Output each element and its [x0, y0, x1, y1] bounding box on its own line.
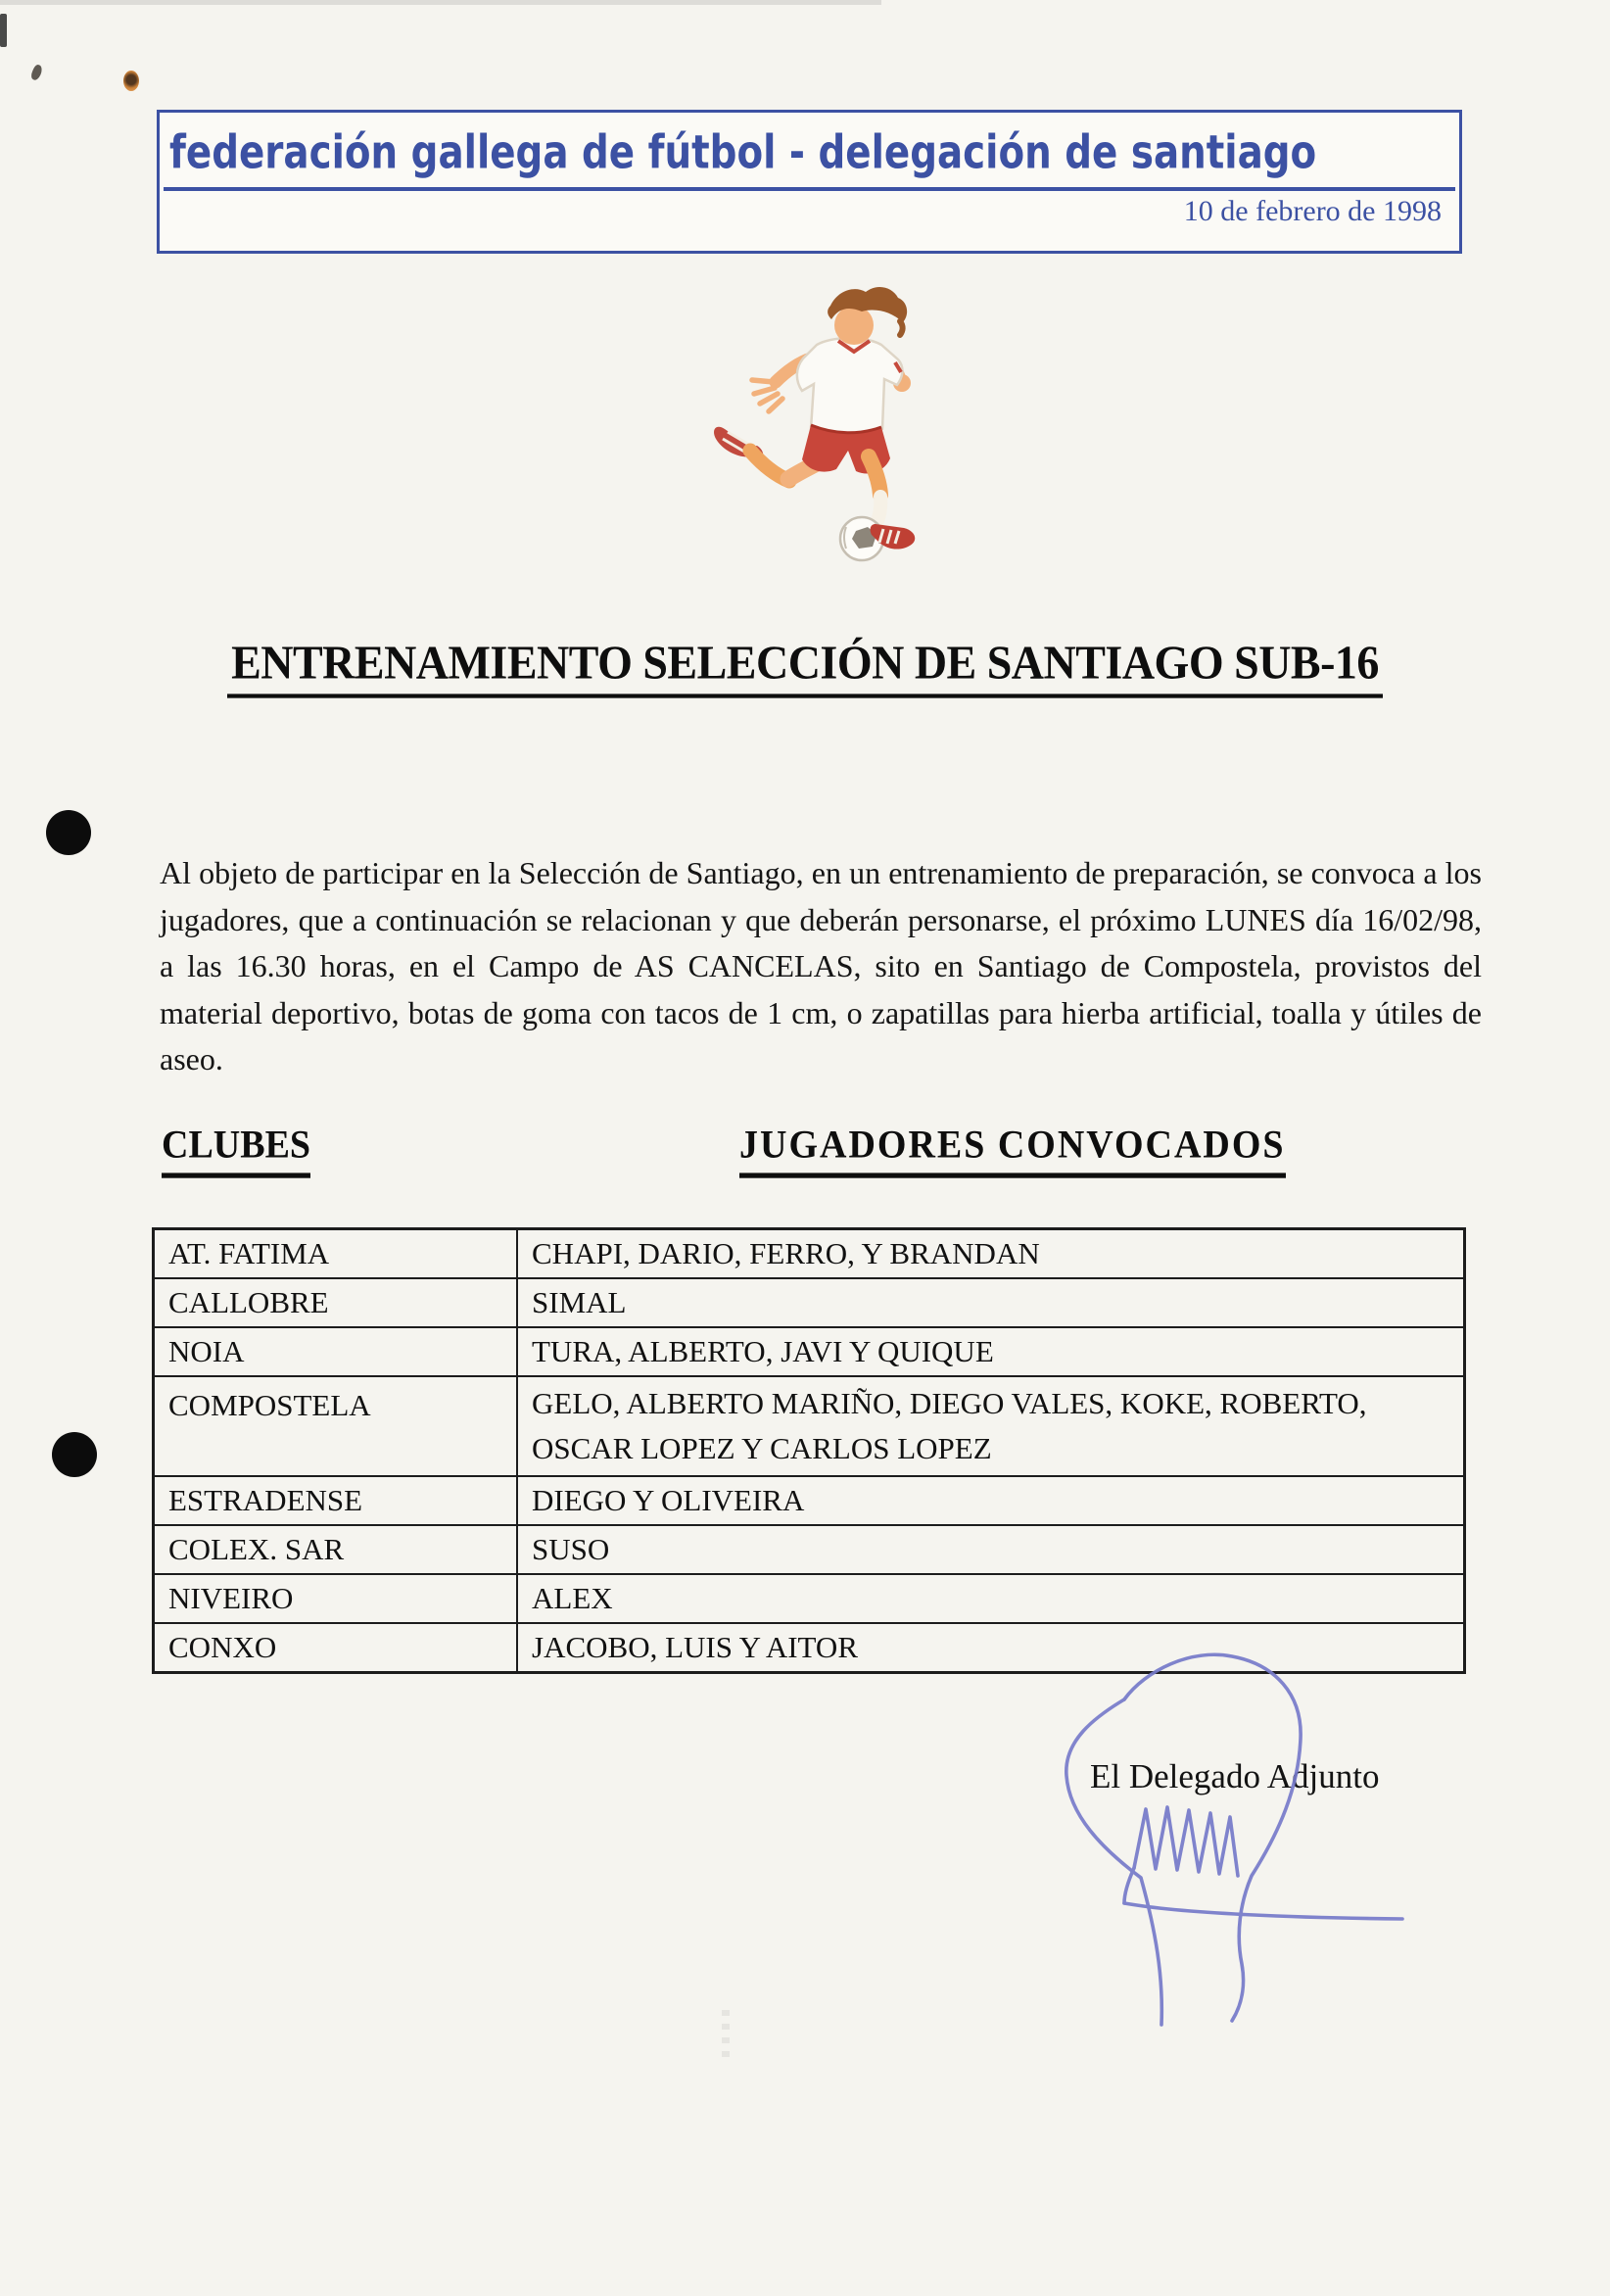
hole-punch-mark-bottom	[52, 1432, 97, 1477]
ink-blot	[123, 71, 139, 91]
scan-edge-mark	[0, 14, 7, 47]
table-row	[154, 1476, 1465, 1525]
players-cell: CHAPI, DARIO, FERRO, Y BRANDAN	[517, 1229, 1465, 1279]
roster-headings	[0, 1123, 1610, 1181]
club-cell: COLEX. SAR	[154, 1525, 518, 1574]
body-paragraph: Al objeto de participar en la Selección de Santiago, en un entrenamiento de preparación, se convoca a los jugadores, que a continuación se relacionan y que deberán personarse, el próximo LUNES día 16/02/98, a las 16.30 horas, en el Campo de AS CANCELAS, sito en Santiago de Compostela, provistos del material deportivo, botas de goma con tacos de 1 cm, o zapatillas para hierba artificial, toalla y útiles de aseo.	[160, 855, 1482, 1076]
club-cell: NIVEIRO	[154, 1574, 518, 1623]
club-cell: NOIA	[154, 1327, 518, 1376]
table-row	[154, 1525, 1465, 1574]
club-cell: CALLOBRE	[154, 1278, 518, 1327]
letterhead-underline	[164, 187, 1455, 191]
handwritten-signature	[1009, 1641, 1420, 2052]
club-cell: COMPOSTELA	[154, 1376, 518, 1476]
players-cell: ALEX	[517, 1574, 1465, 1623]
club-cell: CONXO	[154, 1623, 518, 1673]
club-cell: AT. FATIMA	[154, 1229, 518, 1279]
club-cell: ESTRADENSE	[154, 1476, 518, 1525]
document-title-text: ENTRENAMIENTO SELECCIÓN DE SANTIAGO SUB-16	[227, 635, 1383, 698]
document-title	[0, 635, 1610, 694]
players-cell: DIEGO Y OLIVEIRA	[517, 1476, 1465, 1525]
players-cell: SIMAL	[517, 1278, 1465, 1327]
signature-title: El Delegado Adjunto	[1090, 1757, 1380, 1795]
table-row	[154, 1327, 1465, 1376]
clubs-heading: CLUBES	[162, 1123, 310, 1178]
soccer-player-illustration	[674, 282, 968, 571]
scan-edge-shadow	[0, 0, 881, 5]
table-row	[154, 1229, 1465, 1279]
hole-punch-mark-top	[46, 810, 91, 855]
players-cell: JACOBO, LUIS Y AITOR	[517, 1623, 1465, 1673]
roster-table	[152, 1227, 1466, 1674]
table-row	[154, 1376, 1465, 1476]
ink-speck	[29, 64, 44, 81]
document-date: 10 de febrero de 1998	[1183, 195, 1442, 227]
players-heading: JUGADORES CONVOCADOS	[739, 1123, 1286, 1178]
table-row	[154, 1574, 1465, 1623]
organization-title: federación gallega de fútbol - delegación de santiago	[169, 125, 1317, 180]
letterhead-box	[157, 110, 1462, 254]
players-cell: GELO, ALBERTO MARIÑO, DIEGO VALES, KOKE, ROBERTO, OSCAR LOPEZ Y CARLOS LOPEZ	[517, 1376, 1465, 1476]
table-row	[154, 1278, 1465, 1327]
players-cell: SUSO	[517, 1525, 1465, 1574]
players-cell: TURA, ALBERTO, JAVI Y QUIQUE	[517, 1327, 1465, 1376]
fold-mark	[722, 2010, 730, 2063]
